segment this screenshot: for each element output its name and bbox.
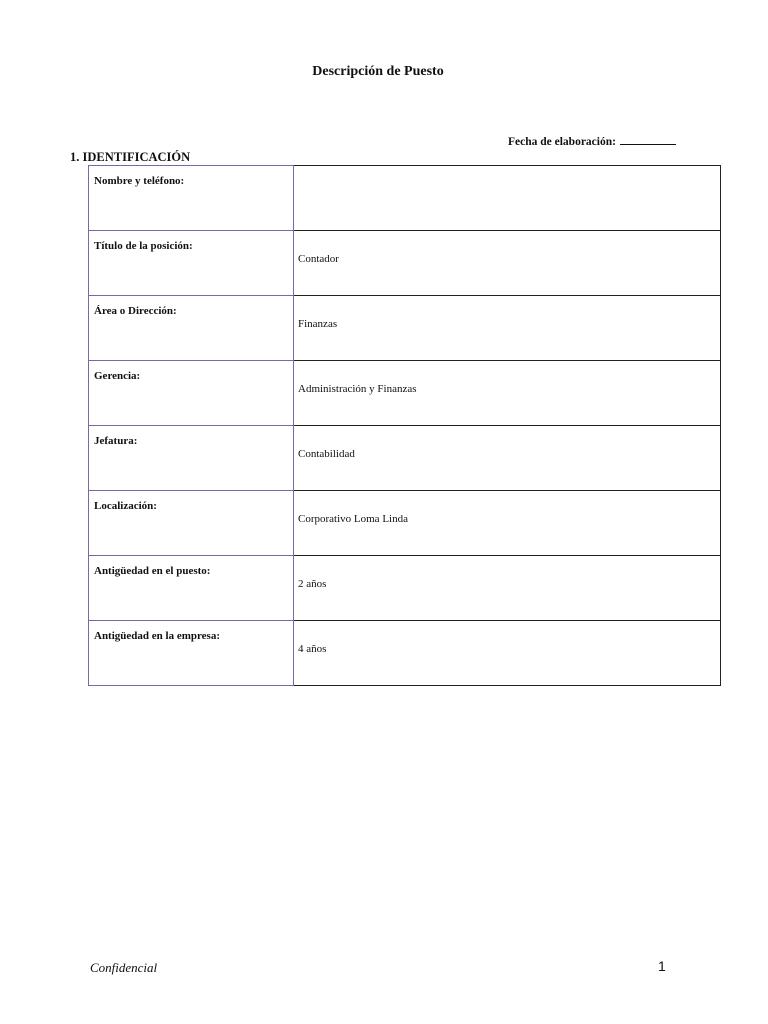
row-value: Finanzas [298, 318, 338, 330]
footer-confidential: Confidencial [90, 960, 158, 975]
table-row [89, 491, 721, 556]
row-value: 4 años [298, 643, 327, 655]
row-label: Antigüedad en el puesto: [94, 565, 211, 577]
row-label: Gerencia: [94, 370, 141, 382]
section-title: 1. IDENTIFICACIÓN [70, 150, 191, 164]
table-row [89, 231, 721, 296]
row-value-cell [294, 231, 721, 296]
row-label: Localización: [94, 500, 157, 512]
date-field [508, 136, 676, 148]
date-label: Fecha de elaboración: [508, 136, 616, 148]
table-row [89, 556, 721, 621]
identification-table [88, 165, 721, 686]
row-label-cell [89, 491, 294, 556]
row-label-cell [89, 166, 294, 231]
page-number: 1 [658, 958, 666, 974]
row-value: Corporativo Loma Linda [298, 513, 408, 525]
row-value: Contabilidad [298, 448, 355, 460]
row-value-cell [294, 491, 721, 556]
table-row [89, 296, 721, 361]
row-label: Jefatura: [94, 435, 138, 447]
table-row [89, 426, 721, 491]
row-label-cell [89, 556, 294, 621]
table-row [89, 621, 721, 686]
row-label-cell [89, 231, 294, 296]
row-value-cell [294, 361, 721, 426]
row-label: Antigüedad en la empresa: [94, 630, 220, 642]
row-label-cell [89, 426, 294, 491]
row-label-cell [89, 361, 294, 426]
row-label: Nombre y teléfono: [94, 175, 185, 187]
row-value: 2 años [298, 578, 327, 590]
row-value-cell [294, 426, 721, 491]
date-blank-line [620, 136, 676, 145]
row-label: Título de la posición: [94, 240, 193, 252]
table-row [89, 361, 721, 426]
table-row [89, 166, 721, 231]
row-label: Área o Dirección: [94, 305, 177, 317]
document-title: Descripción de Puesto [312, 64, 444, 79]
row-label-cell [89, 296, 294, 361]
row-value-cell [294, 556, 721, 621]
row-value-cell [294, 166, 721, 231]
row-value [294, 166, 720, 188]
row-value: Contador [298, 253, 339, 265]
row-value-cell [294, 621, 721, 686]
row-value: Administración y Finanzas [298, 383, 417, 395]
row-value-cell [294, 296, 721, 361]
row-label-cell [89, 621, 294, 686]
